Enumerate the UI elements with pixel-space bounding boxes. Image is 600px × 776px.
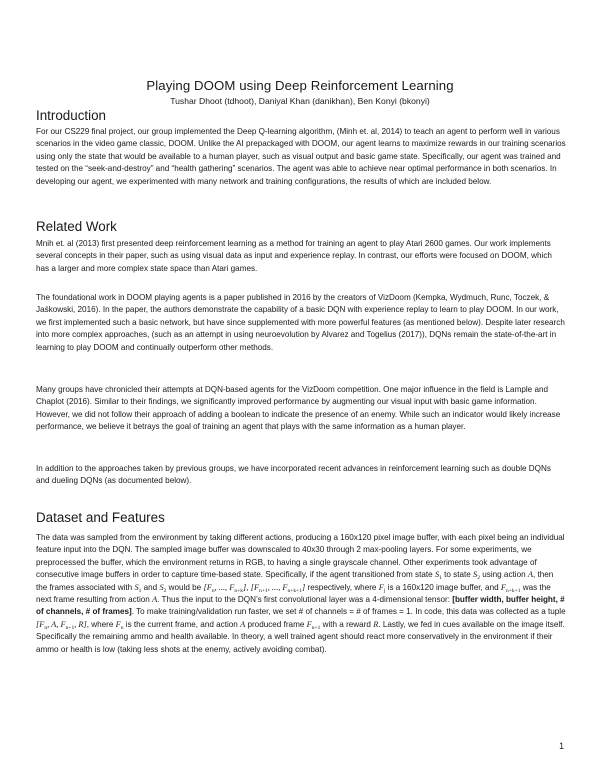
related-work-paragraph-1: Mnih et. al (2013) first presented deep reinforcement learning as a method for training an agent to play Atari 2600 games. Our work implements several concepts in their paper, such as using visual data as input and experience replay. In contrast, our efforts were focused on DOOM, which has a larger and more complex state space than Atari games. — [36, 239, 552, 273]
dataset-paragraph: The data was sampled from the environment by taking different actions, producing a 160x120 pixel image buffer, with each pixel being an individual feature input into the DQN. The sampled image buffer was downscaled to 40x30 through 2 max-pooling layers. For some experiments, we preprocessed the buffer, which the environment returns in RGB, to having a single grayscale channel. Other experiments took advantage of consecutive image buffers in order to capture time-based state. Specifically, if the agent transitioned from state $S_1$ to state $S_2$ using action A, then the frames associated with $S_1$ and $S_2$ would be [$F_n$, ..., $F_{n+k}$], [$F_{n+1}$, ..., $F_{n+k+1}$] respectively, where $F_j$ is a 160x120 image buffer, and $F_{n+k+1}$ was the next frame resulting from action A. Thus the input to the DQN’s first convolutional layer was a 4-dimensional tensor: [buffer width, buffer height, # of channels, # of frames]. To make training/validation run faster, we set # of channels = # of frames = 1. In code, this data was collected as a tuple [$F_n$, A, $F_{n+1}$, R], where $F_n$ is the current frame, and action A produced frame $F_{n+1}$ with a reward R. Lastly, we fed in cues available on the image itself. Specifically the remaining ammo and health available. In theory, a well trained agent should react more conservatively in the environment if their ammo or health is low (taking less shots at the enemy, actively avoiding combat). — [36, 533, 566, 654]
related-work-paragraph-3: Many groups have chronicled their attempts at DQN-based agents for the VizDoom competition. One major influence in the field is Lample and Chaplot (2016). Similar to their findings, we significantly improved performance by augmenting our visual input with basic game information. However, we did not follow their approach of adding a boolean to indicate the presence of an enemy. While such an indicator would likely increase performance, we believe it betrays the goal of training an agent that plays with the same information as a human player. — [36, 385, 561, 432]
math-fj: $F_j$ — [378, 582, 386, 594]
math-a: A — [527, 570, 533, 580]
paper-authors: Tushar Dhoot (tdhoot), Daniyal Khan (danikhan), Ben Konyi (bkonyi) — [170, 96, 430, 106]
math-fn1: $F_{n+1}$ — [306, 619, 321, 631]
related-work-paragraph-4: In addition to the approaches taken by previous groups, we have incorporated recent advances in reinforcement learning such as double DQNs and dueling DQNs (as documented below). — [36, 464, 551, 486]
section-heading-related-work: Related Work — [36, 219, 117, 234]
math-s2: $S_2$ — [473, 570, 480, 582]
math-s2: $S_2$ — [159, 582, 167, 594]
tensor-shape: [buffer width, buffer height, # of channels, # of frames] — [36, 595, 565, 617]
paper-title: Playing DOOM using Deep Reinforcement Learning — [146, 78, 454, 93]
page-number: 1 — [559, 741, 564, 751]
introduction-paragraph: For our CS229 final project, our group implemented the Deep Q-learning algorithm, (Minh et. al, 2014) to teach an agent to perform well in various scenarios in the video game classic, DOOM. Unlike the AI prepackaged with DOOM, our agent learns to maximize rewards in our training scenarios using only the state that would be available to a human player, such as visual output and basic game state. Specifically, our agent was trained and tested on the “seek-and-destroy” and “health gathering” scenarios. The agent was able to achieve near optimal performance in both scenarios. In developing our agent, we experimented with many network and training configurations, the results of which are included below. — [36, 127, 566, 186]
math-a: A — [152, 595, 158, 605]
math-fn: $F_n$ — [115, 619, 124, 631]
math-s1: $S_1$ — [434, 570, 442, 582]
math-fnk1: $F_{n+k+1}$ — [500, 582, 521, 594]
section-heading-dataset-and-features: Dataset and Features — [36, 510, 165, 525]
math-frame-set-1: [$F_n$, ..., $F_{n+k}$] — [203, 582, 247, 594]
math-a: A — [240, 619, 246, 629]
math-tuple: [$F_n$, A, $F_{n+1}$, R] — [36, 619, 87, 631]
math-s1: $S_1$ — [134, 582, 142, 594]
related-work-paragraph-2: The foundational work in DOOM playing agents is a paper published in 2016 by the creators of VizDoom (Kempka, Wydmuch, Runc, Toczek, & Jaśkowski, 2016). In the paper, the authors demonstrate the capability of a basic DQN with experience replay to learn to play DOOM. In our work, we first implemented such a basic network, but have since supplemented with more powerful features (as mentioned below). Despite later research into more complex approaches, (such as an attempt in using neuroevolution by Alvarez and Togelius (2017)), DQNs remain the state-of-the-art in learning to play DOOM and continually outperform other methods. — [36, 293, 565, 352]
math-r: R — [373, 619, 379, 629]
math-frame-set-2: [$F_{n+1}$, ..., $F_{n+k+1}$] — [250, 582, 306, 594]
section-heading-introduction: Introduction — [36, 108, 106, 123]
